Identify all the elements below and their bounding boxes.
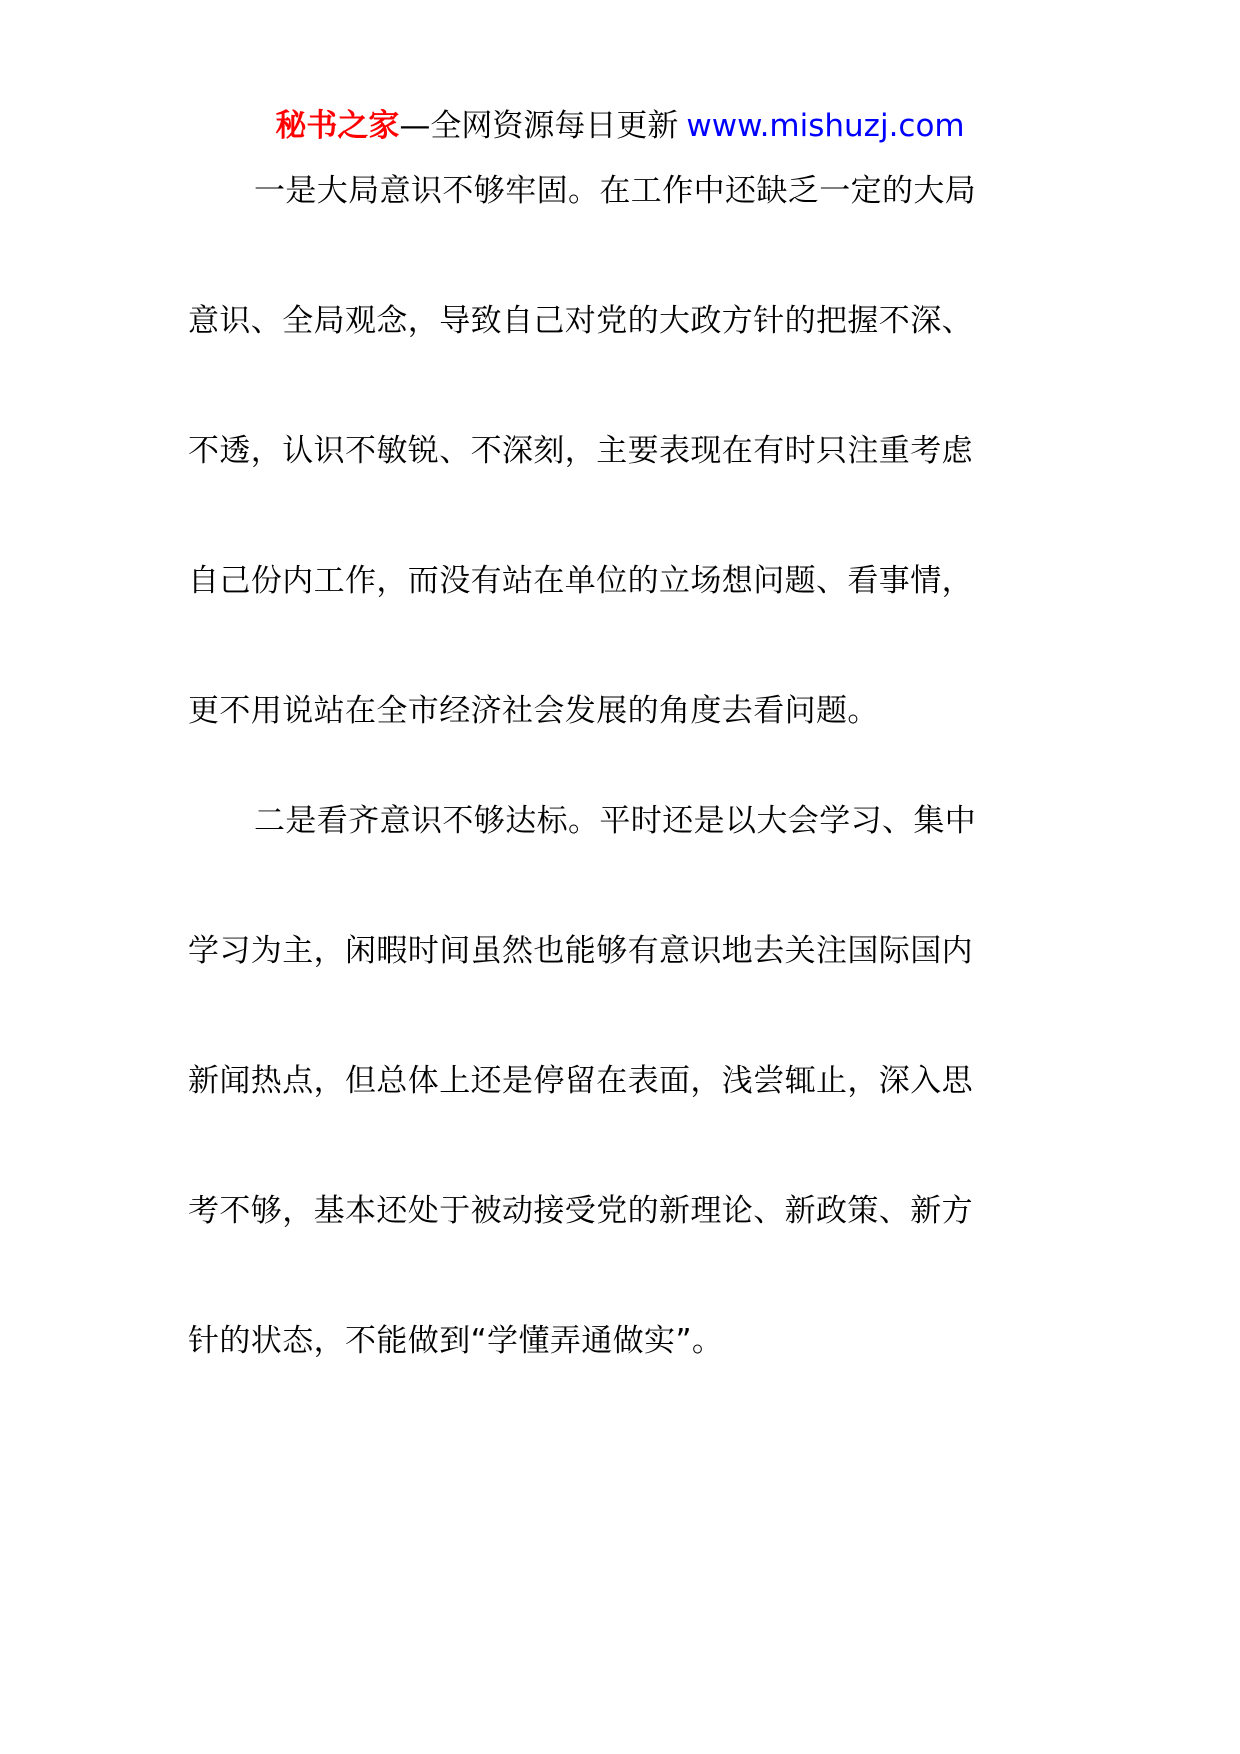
site-brand: 秘书之家	[275, 108, 400, 144]
page-header	[0, 98, 1240, 154]
document-body	[188, 160, 1033, 1440]
paragraph-line: 针的状态，不能做到“学懂弄通做实”。	[188, 1323, 724, 1359]
paragraph-line: 二是看齐意识不够达标。平时还是以大会学习、集中	[254, 803, 977, 839]
paragraph-line: 考不够，基本还处于被动接受党的新理论、新政策、新方	[188, 1193, 973, 1229]
paragraph-line: 意识、全局观念，导致自己对党的大政方针的把握不深、	[188, 303, 973, 339]
paragraph-line: 自己份内工作，而没有站在单位的立场想问题、看事情，	[188, 563, 973, 599]
paragraph-2	[188, 790, 1033, 1440]
paragraph-line: 学习为主，闲暇时间虽然也能够有意识地去关注国际国内	[188, 933, 973, 969]
paragraph-line: 一是大局意识不够牢固。在工作中还缺乏一定的大局	[254, 173, 977, 209]
paragraph-line: 更不用说站在全市经济社会发展的角度去看问题。	[188, 693, 879, 729]
site-tagline: —全网资源每日更新	[399, 108, 679, 144]
paragraph-line: 新闻热点，但总体上还是停留在表面，浅尝辄止，深入思	[188, 1063, 973, 1099]
paragraph-line: 不透，认识不敏锐、不深刻，主要表现在有时只注重考虑	[188, 433, 973, 469]
site-url-link[interactable]: www.mishuzj.com	[686, 108, 965, 144]
paragraph-1	[188, 160, 1033, 790]
